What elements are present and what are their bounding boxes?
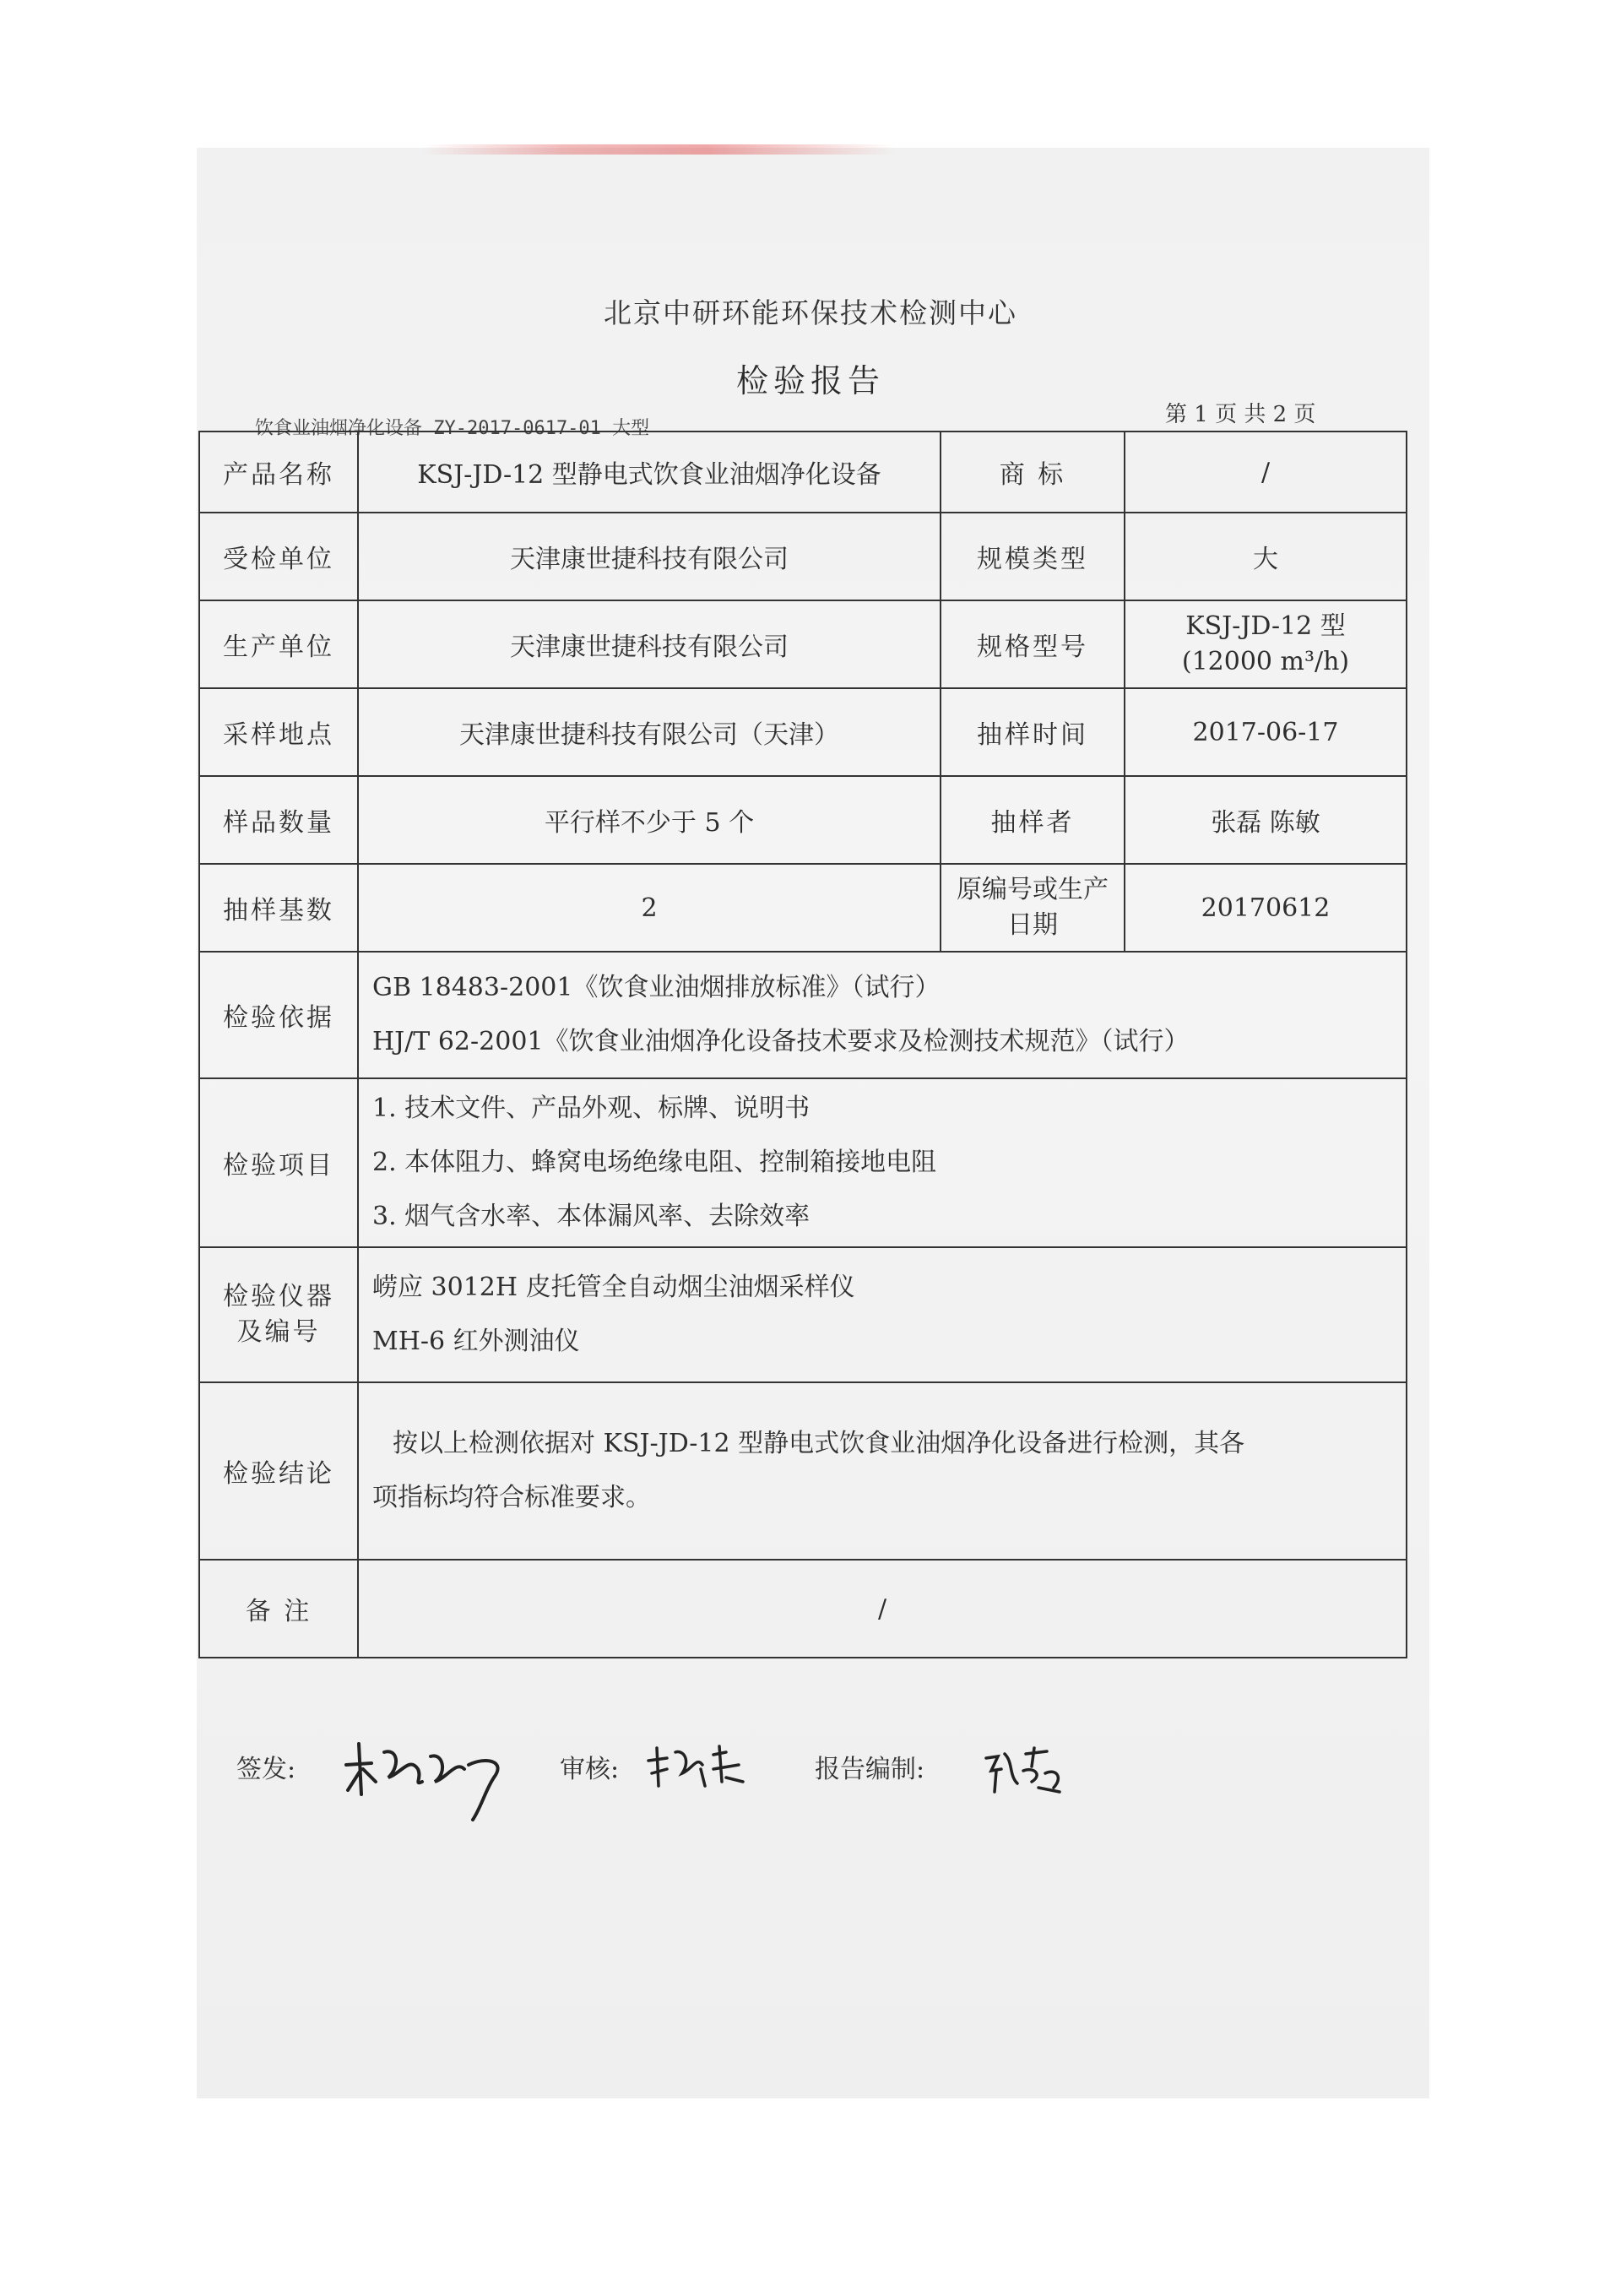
- items-label: 检验项目: [199, 1078, 358, 1247]
- sampling-site-value: 天津康世捷科技有限公司（天津）: [358, 688, 941, 776]
- sampling-site-label: 采样地点: [199, 688, 358, 776]
- review-label: 审核:: [560, 1755, 620, 1784]
- table-row: [199, 776, 1407, 864]
- sampling-time-value: 2017-06-17: [1125, 688, 1407, 776]
- instrument-line-1: 崂应 3012H 皮托管全自动烟尘油烟采样仪: [372, 1273, 855, 1302]
- table-row: [199, 1247, 1407, 1382]
- table-row: [199, 1560, 1407, 1658]
- orig-no-value: 20170612: [1125, 864, 1407, 952]
- table-row: [199, 952, 1407, 1078]
- orig-no-label-line-1: 原编号或生产: [957, 875, 1109, 904]
- table-row: [199, 1078, 1407, 1247]
- report-code: 饮食业油烟净化设备 ZY-2017-0617-01 大型: [255, 418, 650, 439]
- sampler-value: 张磊 陈敏: [1125, 776, 1407, 864]
- manufacturer-label: 生产单位: [199, 600, 358, 688]
- inspected-unit-label: 受检单位: [199, 513, 358, 600]
- conclusion-label: 检验结论: [199, 1382, 358, 1560]
- items-value: [358, 1078, 1407, 1247]
- compiled-label: 报告编制:: [815, 1755, 925, 1784]
- manufacturer-value: 天津康世捷科技有限公司: [358, 600, 941, 688]
- orig-no-label: [941, 864, 1125, 952]
- table-row: [199, 432, 1407, 513]
- handwritten-signature-icon: [979, 1741, 1072, 1800]
- trademark-value: /: [1125, 432, 1407, 513]
- table-row: [199, 688, 1407, 776]
- instruments-value: [358, 1247, 1407, 1382]
- conclusion-value: [358, 1382, 1407, 1560]
- table-row: [199, 600, 1407, 688]
- orig-no-label-line-2: 日期: [1007, 910, 1058, 940]
- item-line-1: 1. 技术文件、产品外观、标牌、说明书: [372, 1094, 810, 1123]
- model-label: 规格型号: [941, 600, 1125, 688]
- page-number: 第 1 页 共 2 页: [1165, 402, 1316, 427]
- conclusion-line-1: 按以上检测依据对 KSJ-JD-12 型静电式饮食业油烟净化设备进行检测，其各: [393, 1429, 1245, 1458]
- item-line-3: 3. 烟气含水率、本体漏风率、去除效率: [372, 1202, 810, 1231]
- handwritten-signature-icon: [338, 1731, 532, 1824]
- red-stamp-fragment: [422, 144, 895, 155]
- basis-line-1: GB 18483-2001《饮食业油烟排放标准》（试行）: [372, 973, 941, 1002]
- inspected-unit-value: 天津康世捷科技有限公司: [358, 513, 941, 600]
- model-value: [1125, 600, 1407, 688]
- instrument-line-2: MH-6 红外测油仪: [372, 1327, 580, 1356]
- sampling-time-label: 抽样时间: [941, 688, 1125, 776]
- basis-label: 检验依据: [199, 952, 358, 1078]
- model-line-2: (12000 m³/h): [1181, 647, 1350, 676]
- remarks-label: 备 注: [199, 1560, 358, 1658]
- signature-row: [236, 1731, 1418, 1832]
- instruments-label-line-1: 检验仪器: [223, 1282, 334, 1311]
- sampling-base-label: 抽样基数: [199, 864, 358, 952]
- trademark-label: 商 标: [941, 432, 1125, 513]
- handwritten-signature-icon: [642, 1740, 751, 1799]
- table-row: [199, 1382, 1407, 1560]
- instruments-label: [199, 1247, 358, 1382]
- report-table: [198, 431, 1407, 1658]
- sampler-label: 抽样者: [941, 776, 1125, 864]
- basis-line-2: HJ/T 62-2001《饮食业油烟净化设备技术要求及检测技术规范》（试行）: [372, 1027, 1190, 1056]
- product-name-value: KSJ-JD-12 型静电式饮食业油烟净化设备: [358, 432, 941, 513]
- conclusion-line-2: 项指标均符合标准要求。: [372, 1483, 651, 1512]
- table-row: [199, 864, 1407, 952]
- sampling-base-value: 2: [358, 864, 941, 952]
- scale-type-value: 大: [1125, 513, 1407, 600]
- item-line-2: 2. 本体阻力、蜂窝电场绝缘电阻、控制箱接地电阻: [372, 1148, 937, 1177]
- document-title: 检验报告: [735, 362, 885, 399]
- scale-type-label: 规模类型: [941, 513, 1125, 600]
- product-name-label: 产品名称: [199, 432, 358, 513]
- issued-label: 签发:: [236, 1755, 296, 1784]
- sample-qty-value: 平行样不少于 5 个: [358, 776, 941, 864]
- model-line-1: KSJ-JD-12 型: [1185, 611, 1346, 641]
- instruments-label-line-2: 及编号: [236, 1317, 321, 1347]
- basis-value: [358, 952, 1407, 1078]
- sample-qty-label: 样品数量: [199, 776, 358, 864]
- organization-name: 北京中研环能环保技术检测中心: [604, 296, 1017, 329]
- table-row: [199, 513, 1407, 600]
- remarks-value: /: [358, 1560, 1407, 1658]
